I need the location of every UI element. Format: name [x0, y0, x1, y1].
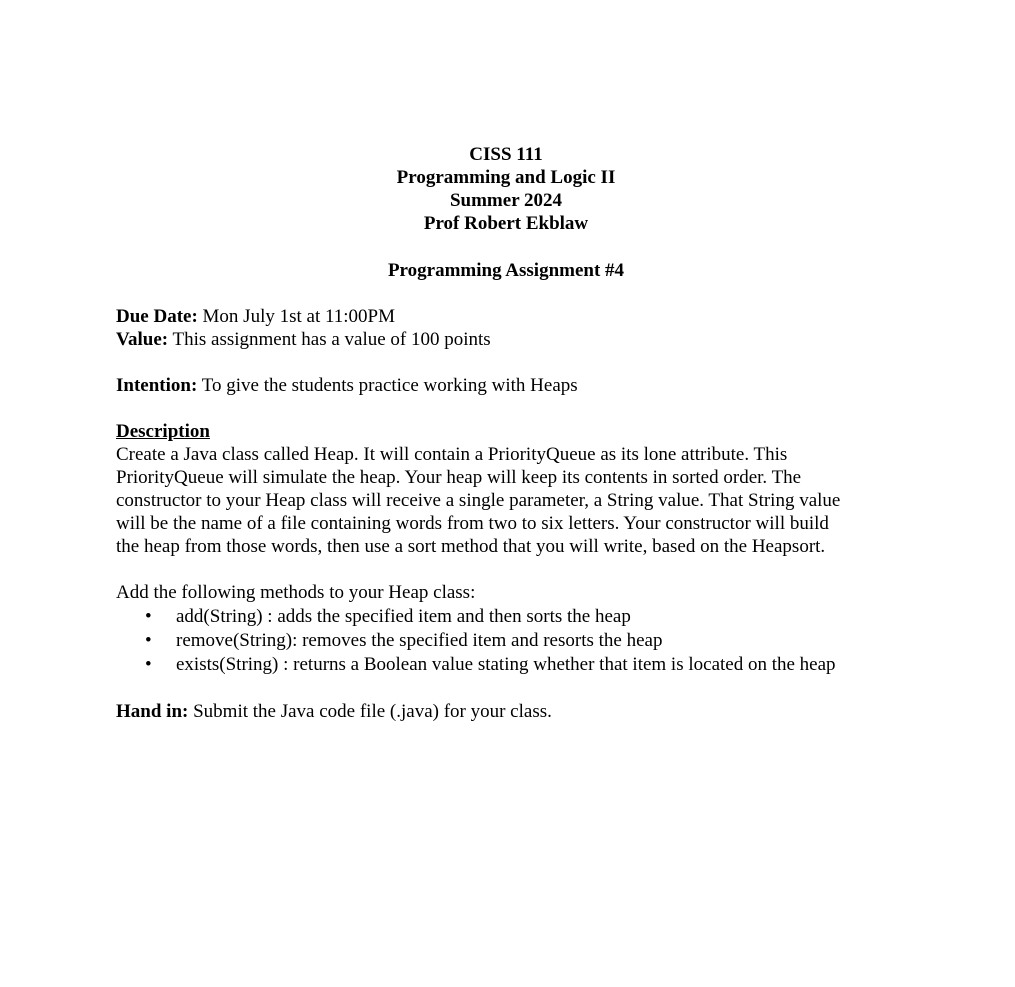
course-header [0, 143, 1012, 235]
method-text: add(String) : adds the specified item and then sorts the heap [176, 606, 631, 627]
description-paragraph [116, 443, 896, 558]
description-heading: Description [116, 421, 210, 442]
bullet-icon: • [145, 606, 152, 627]
hand-in-text: Submit the Java code file (.java) for your class. [188, 701, 552, 722]
assignment-title: Programming Assignment #4 [387, 260, 625, 281]
intention-text: To give the students practice working with Heaps [197, 375, 578, 396]
bullet-icon: • [145, 630, 152, 651]
course-code: CISS 111 [469, 144, 543, 165]
method-text: exists(String) : returns a Boolean value stating whether that item is located on the heap [176, 654, 836, 675]
due-date-label: Due Date: [116, 306, 198, 327]
intention-label: Intention: [116, 375, 198, 396]
methods-intro: Add the following methods to your Heap class: [116, 582, 476, 603]
methods-list [116, 605, 916, 677]
bullet-icon: • [145, 654, 152, 675]
course-name: Programming and Logic II [396, 167, 616, 188]
method-item-add [116, 605, 916, 629]
description-line: will be the name of a file containing words from two to six letters. Your constructor will build [116, 513, 829, 534]
hand-in-line [116, 700, 896, 723]
method-text: remove(String): removes the specified item and resorts the heap [176, 630, 663, 651]
value-label: Value: [116, 329, 169, 350]
value-line [116, 328, 896, 351]
due-date-text: Mon July 1st at 11:00PM [197, 306, 396, 327]
intention-line [116, 374, 896, 397]
description-line: constructor to your Heap class will receive a single parameter, a String value. That String value [116, 490, 841, 511]
hand-in-label: Hand in: [116, 701, 189, 722]
professor-name: Prof Robert Ekblaw [423, 213, 589, 234]
course-term: Summer 2024 [449, 190, 563, 211]
method-item-exists [116, 653, 916, 677]
description-line: PriorityQueue will simulate the heap. Your heap will keep its contents in sorted order. The [116, 467, 802, 488]
description-line: Create a Java class called Heap. It will contain a PriorityQueue as its lone attribute. This [116, 444, 788, 465]
value-text: This assignment has a value of 100 points [168, 329, 491, 350]
due-date-line [116, 305, 896, 328]
description-line: the heap from those words, then use a sort method that you will write, based on the Heapsort. [116, 536, 826, 557]
method-item-remove [116, 629, 916, 653]
